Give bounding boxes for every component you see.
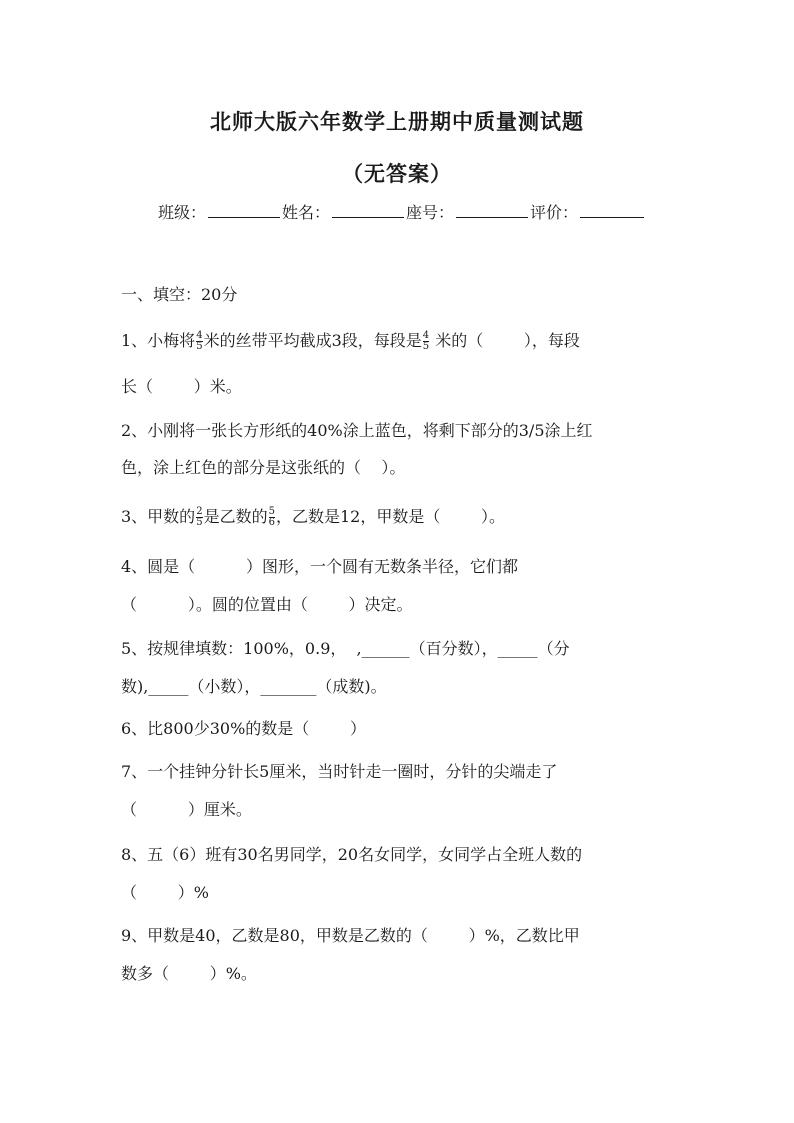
q3-frac1-num: 2 [196, 506, 203, 517]
q3-text-b: 是乙数的 [203, 507, 268, 526]
q3-text-a: 3、甲数的 [121, 507, 196, 526]
page-title: 北师大版六年数学上册期中质量测试题 [210, 109, 584, 134]
question-5-line-2: 数),_____（小数），_______（成数)。 [121, 677, 387, 696]
question-8-line-1: 8、五（6）班有30名男同学，20名女同学，女同学占全班人数的 [121, 845, 583, 864]
question-5-line-1: 5、按规律填数：100%，0.9， ,______（百分数），_____（分 [121, 639, 570, 658]
grade-label: 评价： [530, 203, 579, 222]
class-label: 班级： [158, 203, 207, 222]
question-8-line-2: （ ）% [121, 883, 209, 902]
seat-label: 座号： [406, 203, 455, 222]
question-3-line-1 [121, 507, 505, 528]
q1-fraction-2 [423, 331, 429, 352]
q3-fraction-1 [196, 507, 202, 528]
question-4-line-2: （ ）。圆的位置由（ ）决定。 [121, 595, 413, 614]
page-subtitle: （无答案） [342, 161, 452, 186]
q3-frac1-den: 5 [196, 517, 203, 528]
q3-fraction-2 [269, 507, 275, 528]
q1-fraction-1 [196, 331, 202, 352]
q1-frac2-den: 5 [422, 341, 430, 352]
q3-frac2-num: 5 [268, 506, 275, 517]
q3-text-c: ，乙数是12，甲数是（ ）。 [275, 507, 506, 526]
question-9-line-1: 9、甲数是40，乙数是80，甲数是乙数的（ ）%，乙数比甲 [121, 926, 580, 945]
q1-frac2-num: 4 [422, 330, 430, 341]
question-4-line-1: 4、圆是（ ）图形，一个圆有无数条半径，它们都 [121, 557, 519, 576]
question-2-line-2: 色，涂上红色的部分是这张纸的（ ）。 [121, 458, 406, 477]
section-heading: 一、填空：20分 [121, 285, 238, 304]
q1-text-a: 1、小梅将 [121, 331, 196, 350]
q1-text-b: 米的丝带平均截成3段，每段是 [203, 331, 422, 350]
class-blank [208, 203, 280, 218]
name-blank [332, 203, 404, 218]
question-2-line-1: 2、小刚将一张长方形纸的40%涂上蓝色，将剩下部分的3/5涂上红 [121, 421, 593, 440]
question-6-line-1: 6、比800少30%的数是（ ） [121, 719, 366, 738]
question-7-line-1: 7、一个挂钟分针长5厘米，当时针走一圈时，分针的尖端走了 [121, 762, 558, 781]
question-1-line-2: 长（ ）米。 [121, 377, 242, 396]
question-1-line-1 [121, 331, 580, 352]
seat-blank [456, 203, 528, 218]
q1-text-c: 米的（ ），每段 [430, 331, 580, 350]
q1-frac1-den: 5 [196, 341, 203, 352]
q1-frac1-num: 4 [196, 330, 203, 341]
q3-frac2-den: 6 [268, 517, 275, 528]
question-7-line-2: （ ）厘米。 [121, 800, 252, 819]
grade-blank [580, 203, 644, 218]
question-9-line-2: 数多（ ）%。 [121, 964, 257, 983]
student-info-row [158, 200, 646, 223]
name-label: 姓名： [282, 203, 331, 222]
